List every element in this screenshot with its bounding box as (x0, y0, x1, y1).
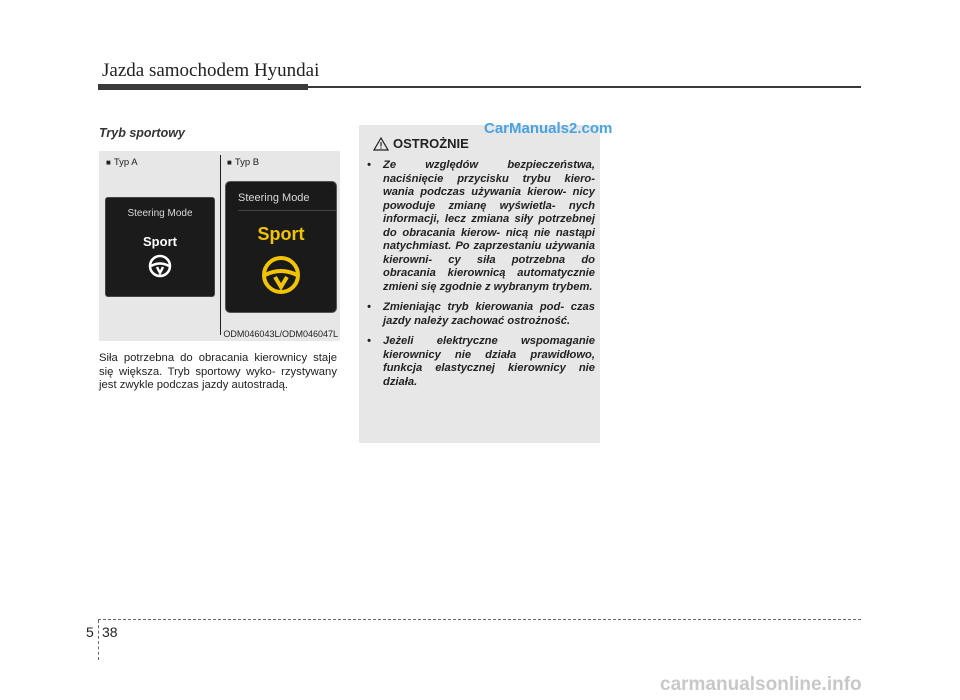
caution-list (367, 159, 595, 396)
type-a-text: Typ A (113, 157, 138, 168)
watermark-carmanualsonline: carmanualsonline.info (660, 674, 862, 695)
body-paragraph: Siła potrzebna do obracania kierownicy staje się większa. Tryb sportowy wyko- rzystywany jest zwykle podczas jazdy autostradą. (99, 352, 337, 392)
type-b-text: Typ B (234, 157, 260, 168)
caution-title: OSTROŻNIE (393, 136, 469, 151)
caution-item (367, 301, 595, 328)
figure-divider (220, 155, 221, 335)
figure-caption: ODM046043L/ODM046047L (223, 329, 338, 339)
type-a-label (106, 157, 138, 168)
bullet-icon: • (367, 159, 371, 171)
page-number: 38 (102, 624, 118, 640)
square-bullet-icon: ■ (227, 158, 232, 167)
warning-triangle-icon (373, 137, 389, 151)
caution-item-text: Ze względów bezpieczeństwa, naciśnięcie przycisku trybu kiero- wania podczas używania kierow- nicy powoduje zmianę wyświetla- nych informacji, lecz zmiana siły potrzebnej do obracania kierow- nicą nie nastąpi natychmiast. Po zaprzestaniu używania kierowni- cy siła potrzebna do obracania kierownicą automatycznie zmieni się zgodnie z wybranym trybem. (383, 159, 595, 293)
square-bullet-icon: ■ (106, 158, 111, 167)
steering-wheel-icon (260, 254, 302, 296)
caution-item (367, 159, 595, 294)
steering-wheel-icon (148, 254, 172, 278)
section-heading: Tryb sportowy (99, 126, 185, 140)
steering-mode-figure (99, 151, 340, 341)
screen-title: Steering Mode (127, 208, 193, 219)
header-rule-accent (98, 84, 308, 90)
caution-item (367, 335, 595, 389)
caution-item-text: Zmieniając tryb kierowania pod- czas jazdy należy zachować ostrożność. (383, 301, 595, 327)
footer-rule (98, 619, 861, 620)
screen-mode-label: Sport (257, 224, 305, 244)
page-header-title: Jazda samochodem Hyundai (102, 60, 320, 81)
screen-mode-label: Sport (143, 234, 177, 249)
type-b-label (227, 157, 259, 168)
screen-title: Steering Mode (238, 192, 336, 211)
bullet-icon: • (367, 335, 371, 347)
page-number-separator (98, 620, 99, 660)
caution-header (373, 136, 469, 151)
caution-box (359, 125, 600, 443)
bullet-icon: • (367, 301, 371, 313)
chapter-number: 5 (86, 624, 94, 640)
display-screen-type-a (105, 197, 215, 297)
display-screen-type-b (225, 181, 337, 313)
caution-item-text: Jeżeli elektryczne wspomaganie kierownicy nie działa prawidłowo, funkcja elastycznej kierownicy nie działa. (383, 335, 595, 388)
watermark-carmanuals: CarManuals2.com (484, 120, 613, 137)
